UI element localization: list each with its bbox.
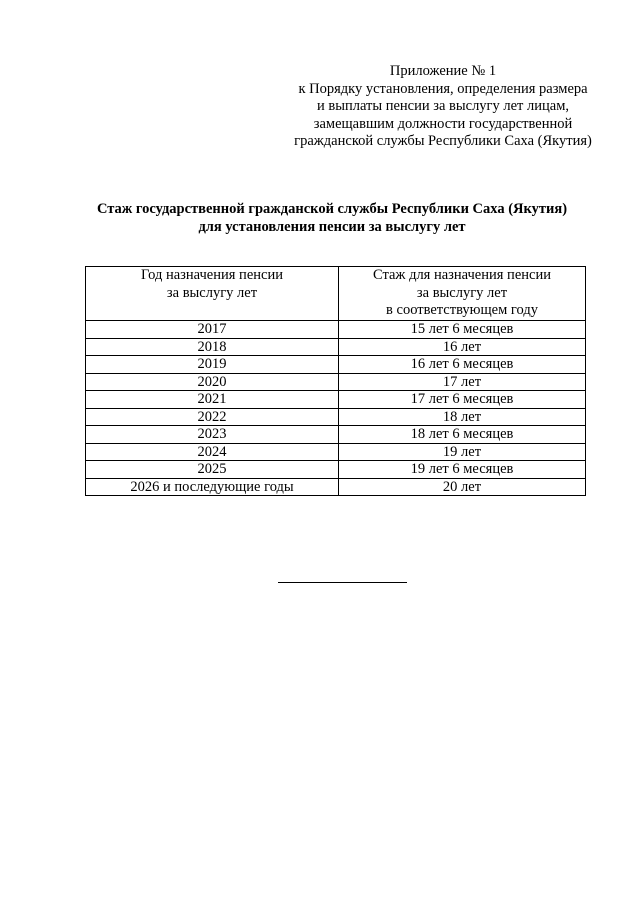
cell-stazh: 17 лет 6 месяцев: [339, 391, 586, 409]
appendix-line: Приложение № 1: [389, 63, 497, 79]
header-stazh-line: в соответствующем году: [386, 302, 538, 318]
appendix-line: к Порядку установления, определения размера: [298, 80, 588, 97]
cell-year: 2022: [86, 408, 339, 426]
appendix-line: и выплаты пенсии за выслугу лет лицам,: [316, 98, 569, 114]
header-year-line: за выслугу лет: [166, 284, 258, 301]
cell-stazh: 19 лет: [339, 443, 586, 461]
header-stazh: [339, 267, 586, 321]
table-row: [86, 356, 586, 374]
cell-year: 2025: [86, 461, 339, 479]
cell-stazh: 18 лет 6 месяцев: [339, 426, 586, 444]
table-row: [86, 461, 586, 479]
table-row: [86, 391, 586, 409]
table-row: [86, 426, 586, 444]
closing-divider-line: [278, 582, 407, 583]
cell-stazh: 16 лет 6 месяцев: [339, 356, 586, 374]
table-row: [86, 443, 586, 461]
cell-year: 2024: [86, 443, 339, 461]
appendix-line: гражданской службы Республики Саха (Якутия): [294, 133, 592, 149]
table-row: [86, 408, 586, 426]
cell-stazh: 15 лет 6 месяцев: [339, 321, 586, 339]
cell-stazh: 17 лет: [339, 373, 586, 391]
cell-year: 2021: [86, 391, 339, 409]
header-year: [86, 267, 339, 321]
title-line-1: Стаж государственной гражданской службы Республики Саха (Якутия): [96, 201, 568, 217]
cell-year: 2017: [86, 321, 339, 339]
cell-stazh: 16 лет: [339, 338, 586, 356]
header-year-line: Год назначения пенсии: [141, 267, 283, 283]
document-title: [40, 201, 624, 236]
appendix-header: [270, 63, 616, 151]
cell-stazh: 20 лет: [339, 478, 586, 496]
cell-year: 2026 и последующие годы: [86, 478, 339, 496]
header-stazh-line: Стаж для назначения пенсии: [373, 267, 551, 283]
table-row: [86, 373, 586, 391]
cell-year: 2018: [86, 338, 339, 356]
table-row: [86, 478, 586, 496]
title-line-2: для установления пенсии за выслугу лет: [198, 218, 466, 235]
cell-year: 2023: [86, 426, 339, 444]
header-stazh-line: за выслугу лет: [416, 284, 508, 301]
appendix-line: замещавшим должности государственной: [313, 115, 573, 132]
cell-stazh: 18 лет: [339, 408, 586, 426]
cell-year: 2019: [86, 356, 339, 374]
cell-stazh: 19 лет 6 месяцев: [339, 461, 586, 479]
service-length-table: [85, 266, 586, 496]
table-row: [86, 321, 586, 339]
table-row: [86, 338, 586, 356]
cell-year: 2020: [86, 373, 339, 391]
table-header-row: [86, 267, 586, 321]
